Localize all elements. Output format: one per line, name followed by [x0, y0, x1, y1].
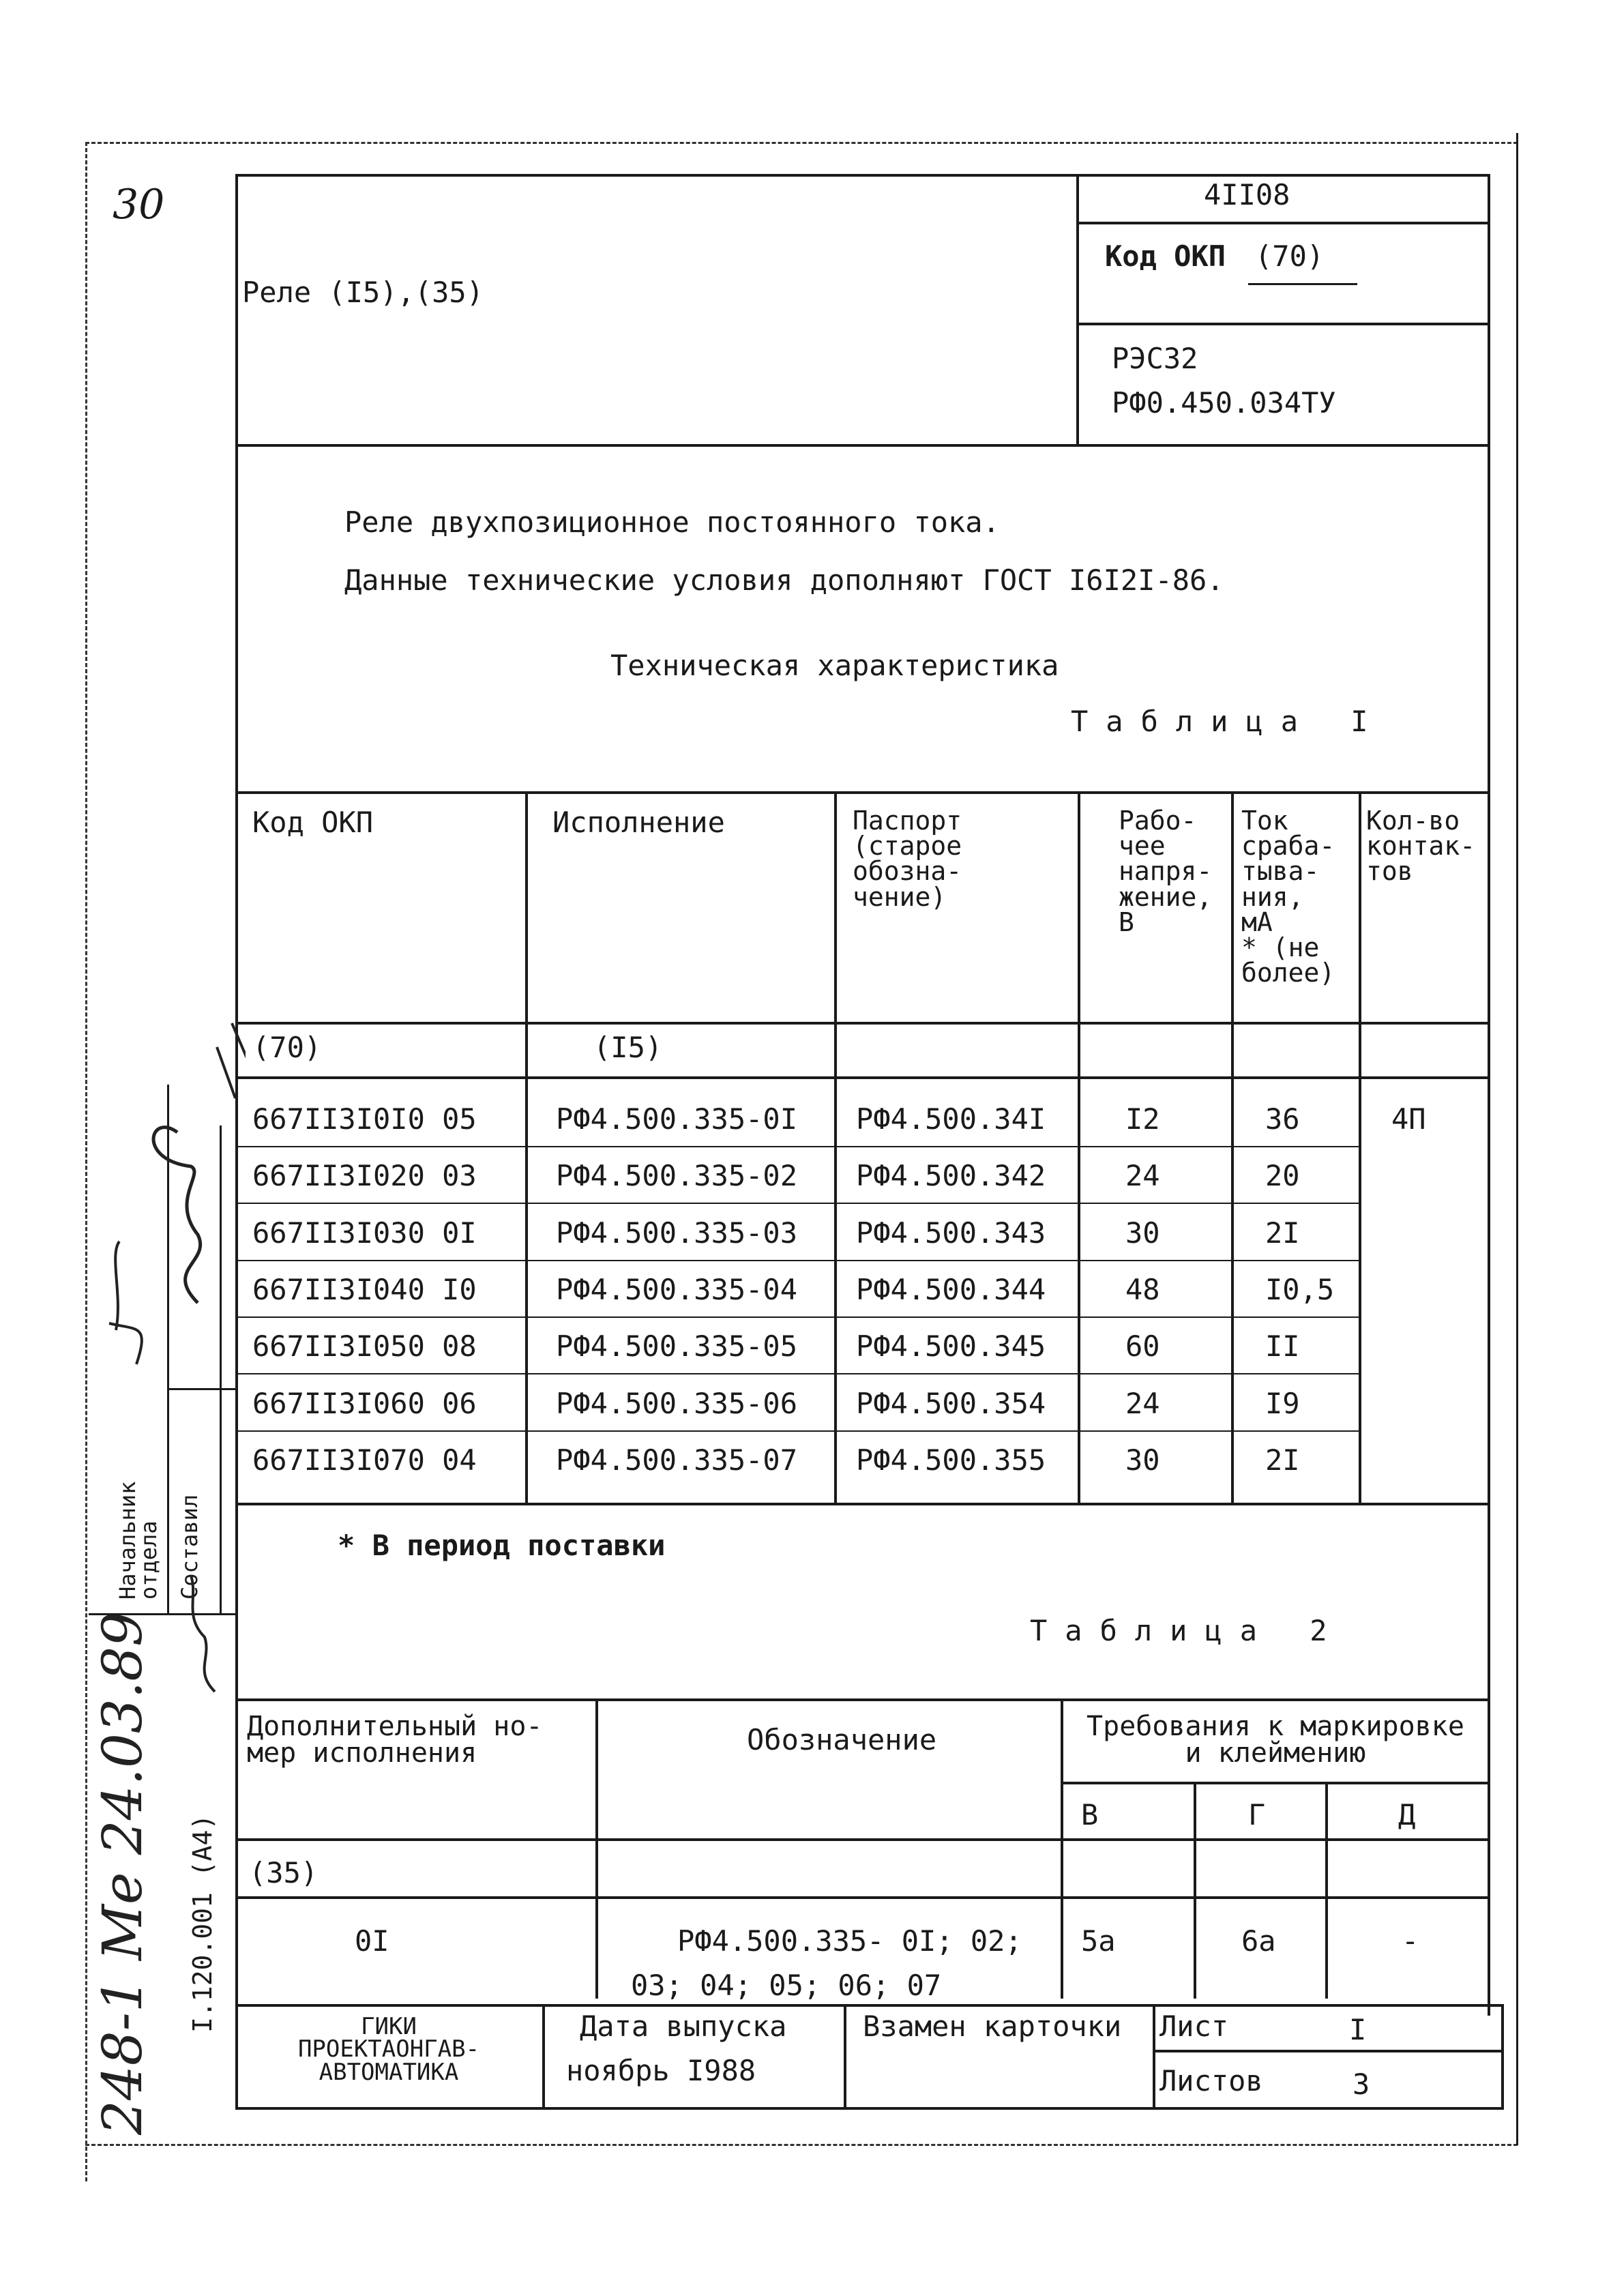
t1-bottom — [235, 1503, 1488, 1505]
t1-cell-code: 667II3I060 06 — [252, 1387, 477, 1420]
t2-h-requirements: Требования к маркировке и клеймению — [1087, 1711, 1464, 1769]
t1-cell-voltage: I2 — [1125, 1102, 1160, 1136]
t2-h-designation: Обозначение — [747, 1723, 937, 1756]
table1-caption: Таблица I — [1071, 705, 1386, 738]
t1-sub-execution: (I5) — [593, 1031, 663, 1064]
t1-h-execution: Исполнение — [552, 806, 725, 839]
t1-col-3 — [1078, 791, 1080, 1504]
t1-cell-contacts: 4П — [1391, 1102, 1426, 1136]
t1-col-2 — [834, 791, 837, 1504]
header-line-2 — [1076, 323, 1490, 325]
t1-cell-passport: РФ4.500.342 — [856, 1159, 1046, 1192]
t1-cell-current: 2I — [1265, 1216, 1300, 1250]
frame-bottom — [85, 2144, 1518, 2146]
t1-cell-voltage: 24 — [1125, 1159, 1160, 1192]
t1-cell-execution: РФ4.500.335-04 — [556, 1273, 798, 1306]
t1-row-sep — [235, 1260, 1359, 1261]
t1-cell-current: I0,5 — [1265, 1273, 1335, 1306]
t2-h-extra: Дополнительный но- мер исполнения — [247, 1711, 543, 1769]
t1-row-sep — [235, 1146, 1359, 1147]
footer-sheets-label: Листов — [1159, 2064, 1263, 2098]
t1-sub-bottom — [235, 1076, 1488, 1079]
footer-sheet-label: Лист — [1159, 2010, 1229, 2043]
t1-h-passport: Паспорт (старое обозна- чение) — [853, 806, 962, 912]
margin-doc-code: I.120.001 (А4) — [188, 1814, 218, 2033]
footer-org: ГИКИ ПРОЕКТАОНГАВ- АВТОМАТИКА — [297, 2013, 480, 2086]
t1-cell-execution: РФ4.500.335-0I — [556, 1102, 798, 1136]
footer-col-1 — [542, 2004, 545, 2110]
t1-cell-voltage: 60 — [1125, 1329, 1160, 1363]
margin-compiled: Составил — [177, 1494, 203, 1600]
t1-footnote: * В период поставки — [338, 1529, 666, 1562]
t1-cell-voltage: 30 — [1125, 1443, 1160, 1477]
t1-col-4 — [1231, 791, 1234, 1504]
footer-release-label: Дата выпуска — [580, 2010, 787, 2043]
t1-cell-voltage: 48 — [1125, 1273, 1160, 1306]
t1-cell-voltage: 24 — [1125, 1387, 1160, 1420]
t1-cell-passport: РФ4.500.344 — [856, 1273, 1046, 1306]
t1-cell-code: 667II3I040 I0 — [252, 1273, 477, 1306]
header-okp-value: (70) — [1255, 239, 1325, 273]
t1-cell-passport: РФ4.500.355 — [856, 1443, 1046, 1477]
t1-row-sep — [235, 1316, 1359, 1318]
t1-cell-execution: РФ4.500.335-07 — [556, 1443, 798, 1477]
margin-dept-head: Начальник отдела — [115, 1481, 162, 1600]
t2-top — [235, 1698, 1488, 1701]
t1-row-sep — [235, 1430, 1359, 1432]
t2-col-3 — [1194, 1782, 1196, 1999]
t1-cell-code: 667II3I0I0 05 — [252, 1102, 477, 1136]
t1-cell-passport: РФ4.500.345 — [856, 1329, 1046, 1363]
table2-caption: Таблица 2 — [1030, 1614, 1345, 1647]
t2-cell-extra: 0I — [355, 1924, 389, 1958]
t1-cell-execution: РФ4.500.335-03 — [556, 1216, 798, 1250]
header-divider — [1076, 174, 1079, 447]
t2-cell-designation-1: РФ4.500.335- 0I; 02; — [677, 1924, 1022, 1958]
t1-row-sep — [235, 1373, 1359, 1374]
t1-col-1 — [525, 791, 528, 1504]
t2-h-d: Д — [1398, 1798, 1416, 1831]
t2-req-split — [1061, 1782, 1488, 1784]
footer-sheet-value: I — [1349, 2013, 1367, 2046]
intro-line-1: Реле двухпозиционное постоянного тока. — [344, 505, 1000, 539]
t1-cell-current: II — [1265, 1329, 1300, 1363]
t1-cell-code: 667II3I050 08 — [252, 1329, 477, 1363]
page-number: 30 — [113, 181, 165, 229]
t1-h-voltage: Рабо- чее напря- жение, В — [1119, 806, 1213, 937]
content-right-border — [1488, 447, 1490, 2016]
t1-h-current: Ток сраба- тыва- ния, мА * (не более) — [1241, 806, 1335, 988]
t1-cell-current: 36 — [1265, 1102, 1300, 1136]
t2-sub-bottom — [235, 1896, 1488, 1899]
t2-head-bottom — [235, 1838, 1488, 1841]
t2-col-1 — [595, 1698, 598, 1999]
t1-cell-current: 2I — [1265, 1443, 1300, 1477]
t2-h-g: Г — [1248, 1798, 1266, 1831]
header-title: Реле (I5),(35) — [242, 276, 484, 309]
header-doc: РФ0.450.034ТУ — [1112, 386, 1336, 420]
footer-release-value: ноябрь I988 — [566, 2054, 756, 2087]
header-model: РЭС32 — [1112, 342, 1198, 375]
t2-col-2 — [1061, 1698, 1063, 1999]
t2-cell-g: 6а — [1241, 1924, 1276, 1958]
t1-cell-execution: РФ4.500.335-05 — [556, 1329, 798, 1363]
t1-cell-code: 667II3I070 04 — [252, 1443, 477, 1477]
header-code: 4II08 — [1204, 178, 1290, 211]
t1-top — [235, 791, 1488, 794]
t2-sub: (35) — [249, 1856, 319, 1889]
header-okp-label: Код ОКП — [1105, 239, 1226, 273]
t1-cell-voltage: 30 — [1125, 1216, 1160, 1250]
t1-cell-execution: РФ4.500.335-06 — [556, 1387, 798, 1420]
t2-cell-designation-2: 03; 04; 05; 06; 07 — [631, 1969, 942, 2002]
margin-handwritten-note: 248-1 Ме 24.03.89 — [91, 1612, 154, 2135]
t1-sub-code: (70) — [252, 1031, 322, 1064]
t2-h-v: В — [1081, 1798, 1099, 1831]
t2-cell-v: 5а — [1081, 1924, 1116, 1958]
t2-cell-d: - — [1402, 1924, 1419, 1958]
t1-cell-current: I9 — [1265, 1387, 1300, 1420]
t1-cell-passport: РФ4.500.343 — [856, 1216, 1046, 1250]
t1-col-5 — [1359, 791, 1361, 1504]
t1-cell-current: 20 — [1265, 1159, 1300, 1192]
t2-col-4 — [1325, 1782, 1328, 1999]
t1-h-contacts: Кол-во контак- тов — [1366, 806, 1476, 887]
footer-sheets-value: 3 — [1353, 2067, 1370, 2101]
okp-underline — [1248, 283, 1357, 285]
footer-col-3 — [1153, 2004, 1155, 2110]
frame-right — [1516, 133, 1518, 2145]
t1-cell-passport: РФ4.500.34I — [856, 1102, 1046, 1136]
frame-top — [85, 142, 1518, 144]
signature-marks — [95, 1010, 246, 1726]
frame-left — [85, 142, 87, 2181]
t1-h-code: Код ОКП — [252, 806, 374, 839]
section-title: Техническая характеристика — [610, 649, 1059, 682]
t1-head-bottom — [235, 1022, 1488, 1025]
t1-cell-passport: РФ4.500.354 — [856, 1387, 1046, 1420]
intro-line-2: Данные технические условия дополняют ГОСТ I6I2I-86. — [344, 563, 1224, 597]
t1-row-sep — [235, 1203, 1359, 1204]
header-line-1 — [1076, 222, 1490, 224]
t1-cell-code: 667II3I030 0I — [252, 1216, 477, 1250]
footer-replace-label: Взамен карточки — [863, 2010, 1122, 2043]
footer-sheet-split — [1153, 2050, 1504, 2052]
t1-cell-code: 667II3I020 03 — [252, 1159, 477, 1192]
t1-cell-execution: РФ4.500.335-02 — [556, 1159, 798, 1192]
footer-col-2 — [844, 2004, 846, 2110]
